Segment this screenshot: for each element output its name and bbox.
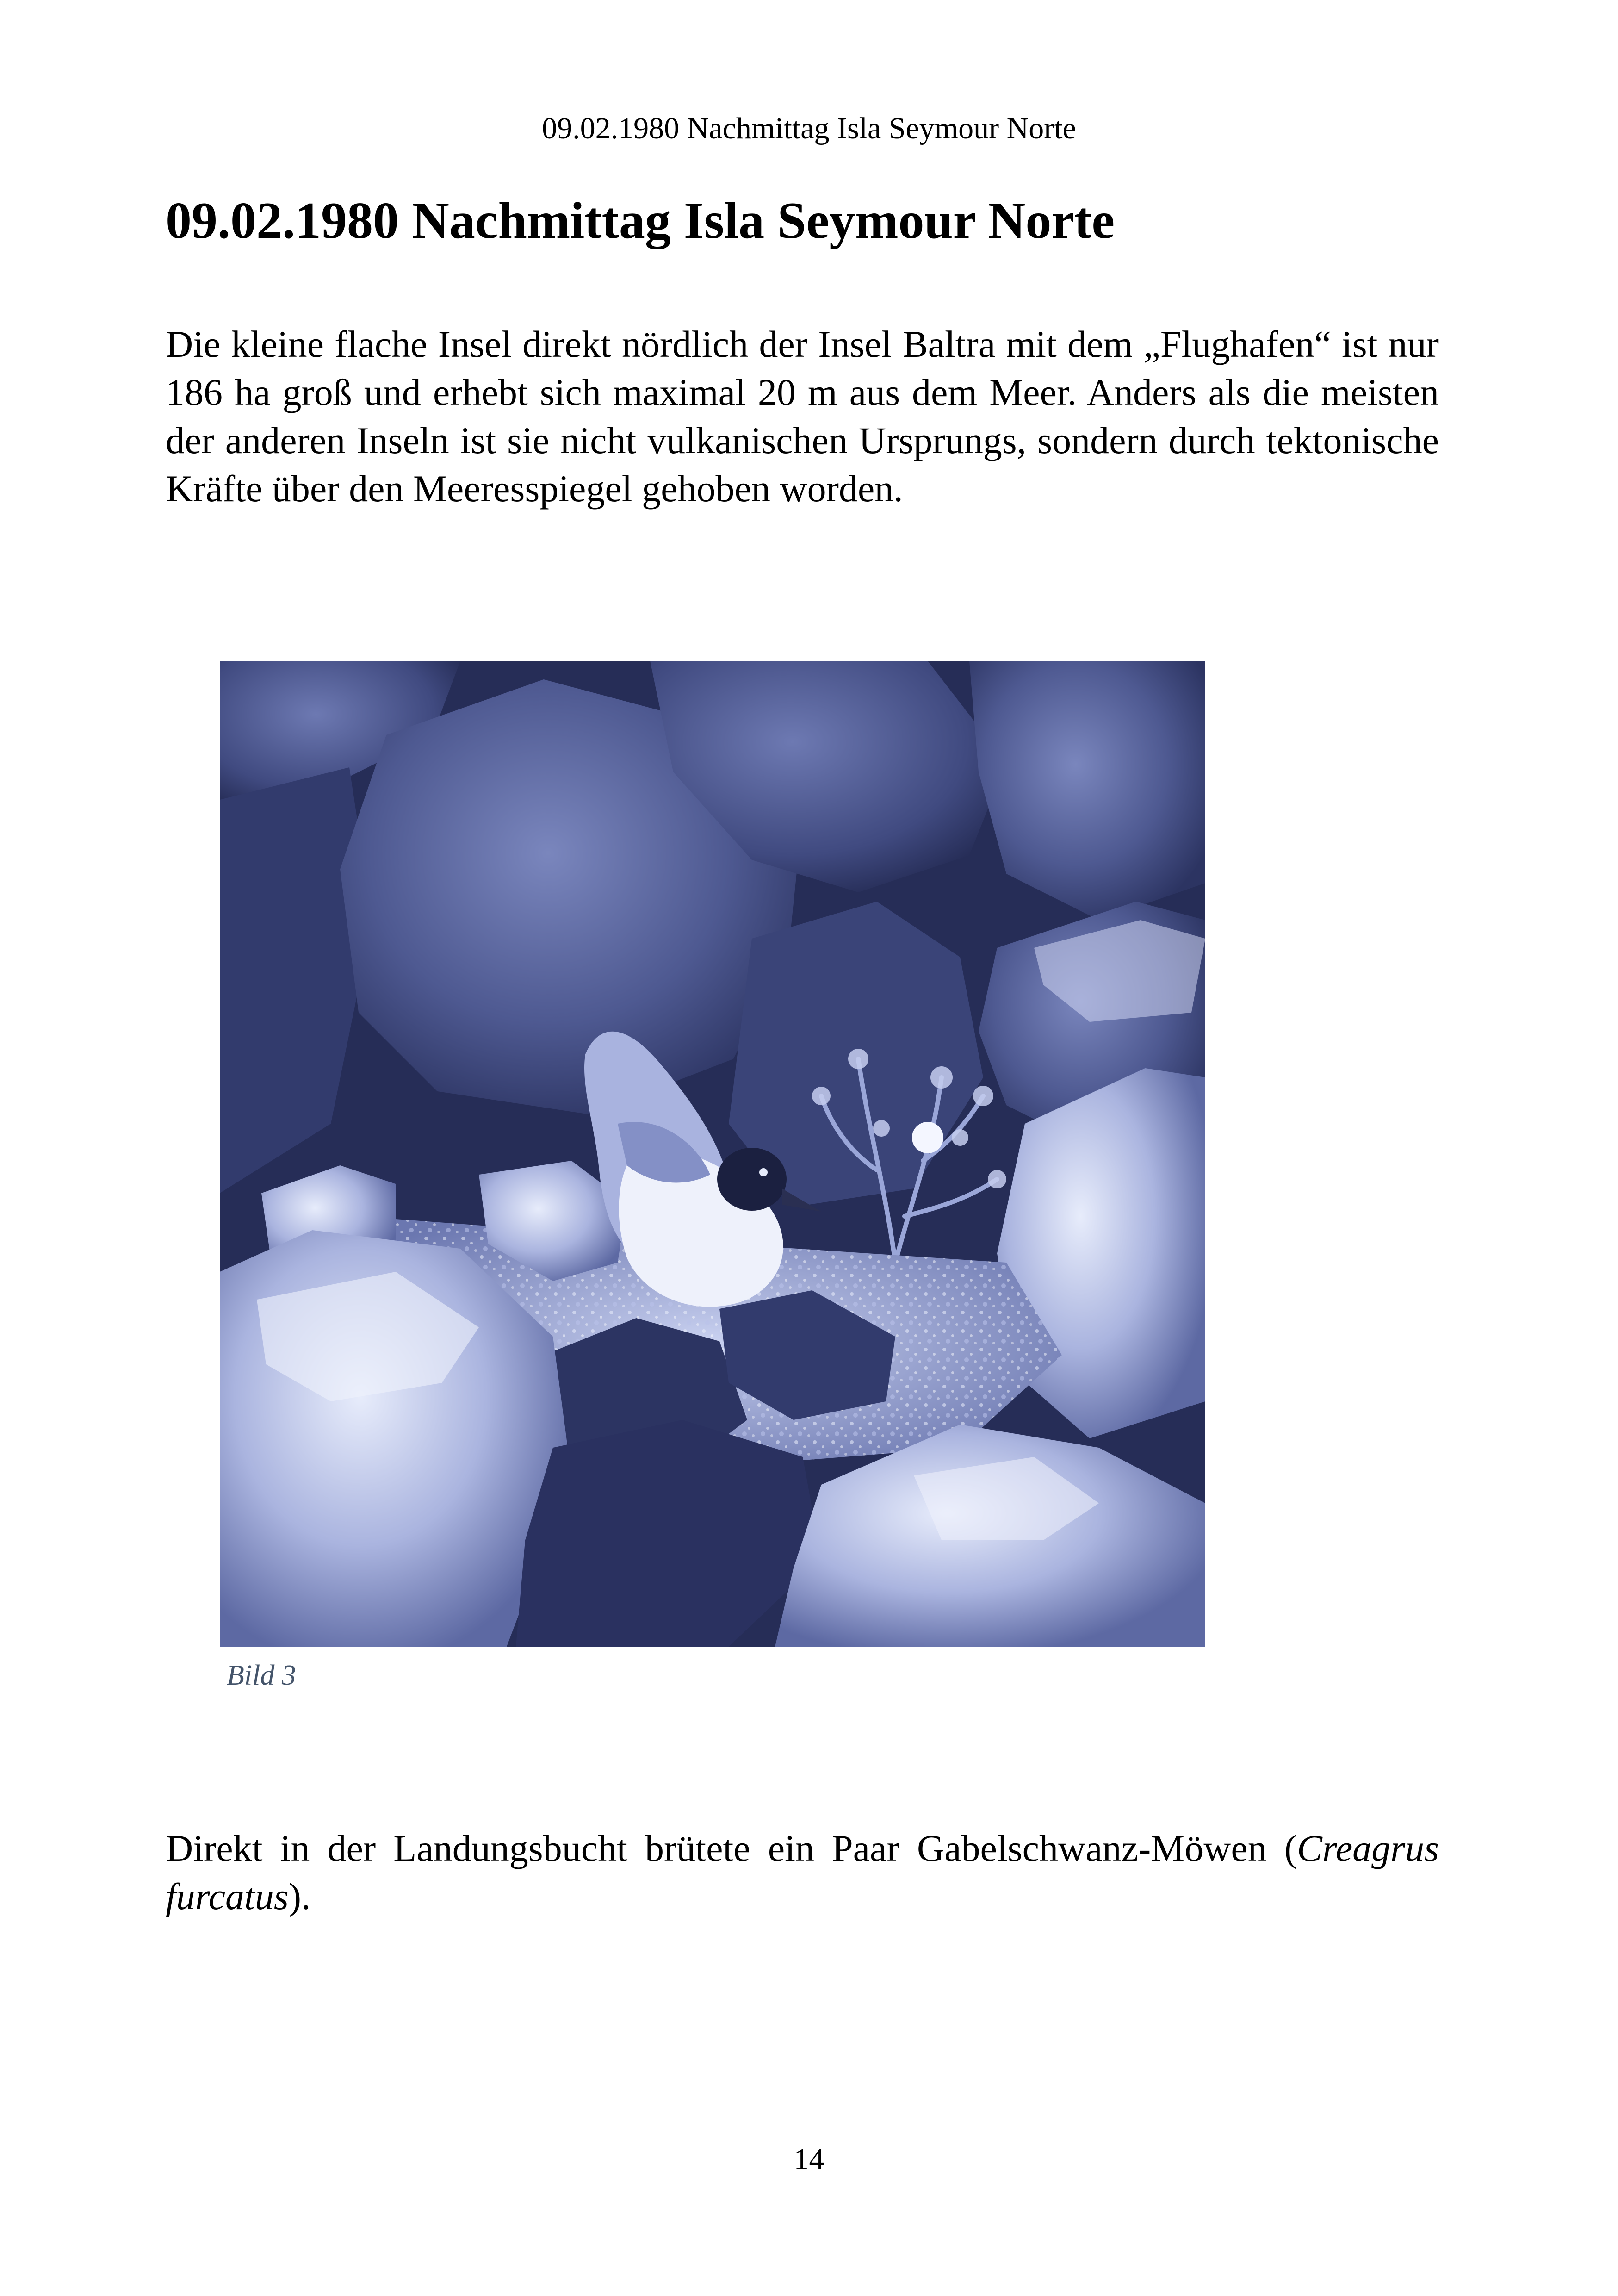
species-name: Creagrus furcatus [166, 1827, 1439, 1917]
photo-illustration [220, 661, 1205, 1647]
page-number: 14 [794, 2142, 824, 2176]
page-heading: 09.02.1980 Nachmittag Isla Seymour Norte [166, 192, 1115, 249]
running-header: 09.02.1980 Nachmittag Isla Seymour Norte [542, 112, 1076, 145]
figure-caption: Bild 3 [227, 1660, 296, 1691]
photo-gull-nest [220, 661, 1205, 1647]
flower [912, 1122, 943, 1153]
gull-paragraph-end: ). [288, 1875, 311, 1917]
intro-paragraph: Die kleine flache Insel direkt nördlich der Insel Baltra mit dem „Flughafen“ ist nur 186 ha groß und erhebt sich maximal 20 m aus dem Meer. Anders als die meisten der anderen Inseln ist sie nicht vulkanischen Ursprungs, sondern durch tektonische Kräfte über den Meeresspiegel gehoben worden. [166, 323, 1439, 510]
gull-paragraph-text: Direkt in der Landungsbucht brütete ein Paar Gabelschwanz-Möwen ( [166, 1827, 1297, 1869]
gull-paragraph [166, 1824, 1439, 1921]
